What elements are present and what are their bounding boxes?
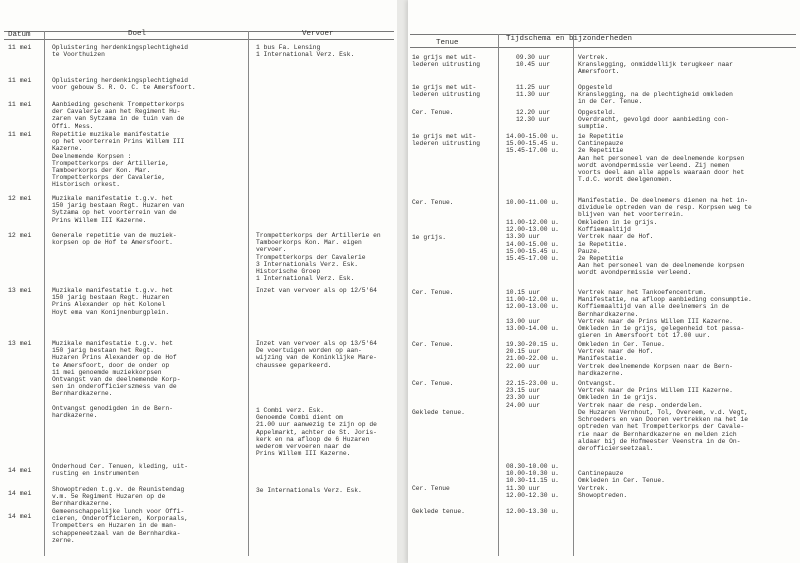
row-purpose: Ontvangst genodigden in de Bern- hardkazerne. xyxy=(52,405,173,420)
row-tenue: Cer. Tenue. xyxy=(412,289,454,296)
row-date: 14 mei xyxy=(8,490,32,497)
row-purpose: Aanbieding geschenk Trompetterkorps der Cavalerie aan het Regiment Hu- zaren van Sytzama in de tuin van de Offi. Mess. xyxy=(52,101,185,130)
row-tenue: 1e grijs met wit- lederen uitrusting xyxy=(412,84,481,99)
row-time: 10.00-11.00 u. xyxy=(506,199,559,206)
row-time: 08.30-10.00 u. 10.00-10.30 u. 10.30-11.15 u. xyxy=(506,463,559,485)
column-divider-tijd xyxy=(498,34,499,556)
row-tenue: Cer. Tenue xyxy=(412,485,450,492)
header-tenue: Tenue xyxy=(436,39,459,47)
row-purpose: Gemeenschappelijke lunch voor Offi- cieren, Onderofficieren, Korporaals, Trompetters en Huzaren in de man- schappeneetzaal van de Bernhardka- zerne. xyxy=(52,508,189,544)
row-details: Opgesteld Kranslegging, na de plechtigheid omkleden in de Cer. Tenue. xyxy=(578,84,733,106)
right-page xyxy=(408,0,800,563)
row-date: 11 mei xyxy=(8,44,32,51)
row-tenue: 1e grijs met wit- lederen uitrusting xyxy=(412,54,481,69)
row-date: 13 mei xyxy=(8,287,32,294)
row-transport: Inzet van vervoer als op 12/5'64 xyxy=(256,287,377,294)
row-tenue: Cer. Tenue. xyxy=(412,341,454,348)
row-date: 11 mei xyxy=(8,131,32,138)
row-time: 12.20 uur 12.30 uur xyxy=(516,109,551,124)
row-purpose: Muzikale manifestatie t.g.v. het 150 jarig bestaan Regt. Huzaren van Sytzama op het voorterrein van de Prins Willem III Kazerne. xyxy=(52,195,185,224)
row-details: Ontvangst. Vertrek naar de Prins Willem III Kazerne. Omkleden in 1e grijs. Vertrek naar de resp. onderdelen. xyxy=(578,380,733,409)
row-purpose: Generale repetitie van de muziek- korpsen op de Hof te Amersfoort. xyxy=(52,232,177,247)
row-tenue: Cer. Tenue. xyxy=(412,199,454,206)
row-details: Vertrek naar het Tankoefencentrum. Manifestatie, na afloop aanbieding consumptie. Koffiemaaltijd van alle deelnemers in de Bernhardkazerne. Vertrek naar de Prins Willem III Kazerne. Omkleden in 1e grijs, gelegenheid tot passa- gieren in Amersfoort tot 17.00 uur. xyxy=(578,289,752,340)
row-transport: Trompetterkorps der Artillerie en Tamboerkorps Kon. Mar. eigen vervoer. Trompetterkorps der Cavalerie 3 Internationals Verz. Esk. Historische Groep 1 International Verz. Esk. xyxy=(256,232,381,283)
row-purpose: Showoptreden t.g.v. de Reunistendag v.m. 5e Regiment Huzaren op de Bernhardkazerne. xyxy=(52,486,185,508)
row-date: 12 mei xyxy=(8,195,32,202)
row-time: 19.30-20.15 u. 20.15 uur 21.00-22.00 u. 22.00 uur xyxy=(506,341,559,370)
column-divider-datum xyxy=(44,31,45,556)
row-details: Cantinepauze Omkleden in Cer. Tenue. xyxy=(578,470,665,485)
row-tenue: Geklede tenue. xyxy=(412,409,465,416)
row-details: Vertrek. Kranslegging, onmiddellijk terugkeer naar Amersfoort. xyxy=(578,54,733,76)
row-tenue: Geklede tenue. xyxy=(412,508,465,515)
header-bottom-rule xyxy=(410,47,796,48)
book-gutter xyxy=(397,0,408,563)
row-transport: Inzet van vervoer als op 13/5'64 De voertuigen worden op aan- wijzing van de Koninklijke Mare- chaussee geparkeerd. xyxy=(256,340,377,369)
row-tenue: Cer. Tenue. xyxy=(412,380,454,387)
row-details: Omkleden in Cer. Tenue. Vertrek naar de Hof. Manifestatie. Vertrek deelnemende Korpsen naar de Bern- hardkazerne. xyxy=(578,341,733,377)
row-time: 11.25 uur 11.30 uur xyxy=(516,84,551,99)
row-time: 09.30 uur 10.45 uur xyxy=(516,54,551,69)
row-purpose: Onderhoud Cer. Tenuen, kleding, uit- rusting en instrumenten xyxy=(52,463,189,478)
row-purpose: Repetitie muzikale manifestatie op het voorterrein Prins Willem III Kazerne. Deelnemende Korpsen : Trompetterkorps der Artillerie, Tamboerkorps der Kon. Mar. Trompetterkorps der Cavalerie, Historisch orkest. xyxy=(52,131,185,189)
row-date: 14 mei xyxy=(8,467,32,474)
row-tenue: 1e grijs. xyxy=(412,234,447,241)
row-time: 12.00-13.30 u. xyxy=(506,508,559,515)
row-details: 1e Repetitie Cantinepauze 2e Repetitie Aan het personeel van de deelnemende korpsen wordt avondpermissie verleend. Zij nemen voorts deel aan alle appels waaraan door het T.d.C. wordt deelgenomen. xyxy=(578,133,745,184)
row-purpose: Opluistering herdenkingsplechtigheid te Voorthuizen xyxy=(52,44,189,59)
row-purpose: Muzikale manifestatie t.g.v. het 150 jarig bestaan het Regt. Huzaren Prins Alexander op de Hof te Amersfoort, door de onder op 11 mei genoemde muziekkorpsen Ontvangst van de deelnemende Korp- sen in onderofficierszmess van de Bernhardkazerne. xyxy=(52,340,181,398)
row-tenue: Cer. Tenue. xyxy=(412,109,454,116)
row-transport: 1 Combi verz. Esk. Genoemde Combi dient om 21.00 uur aanwezig te zijn op de Appelmarkt, achter de St. Joris- kerk en na afloop de 6 Huzaren wederom vervoeren naar de Prins Willem III Kazerne. xyxy=(256,407,377,458)
row-date: 14 mei xyxy=(8,513,32,520)
row-tenue: 1e grijs met wit- lederen uitrusting xyxy=(412,133,481,148)
row-time: 11.00-12.00 u. 12.00-13.00 u. 13.30 uur 14.00-15.00 u. 15.00-15.45 u. 15.45-17.00 u. xyxy=(506,219,559,263)
row-details: Manifestatie. De deelnemers dienen na het in- dividuele optreden van de resp. Korpsen weg te blijven van het voorterrein. xyxy=(578,197,752,219)
row-date: 13 mei xyxy=(8,340,32,347)
row-date: 11 mei xyxy=(8,77,32,84)
row-time: 11.30 uur 12.00-12.30 u. xyxy=(506,485,559,500)
row-purpose: Muzikale manifestatie t.g.v. het 150 jarig bestaan Regt. Huzaren Prins Alexander op het Kolonel Hoyt ema van Konijnenburgplein. xyxy=(52,287,173,316)
header-top-rule xyxy=(4,31,394,32)
column-divider-vervoer xyxy=(248,31,249,556)
row-purpose: Opluistering herdenkingsplechtigheid voor gebouw S. R. O. C. te Amersfoort. xyxy=(52,77,196,92)
row-details: Opgesteld. Overdracht, gevolgd door aanbieding con- sumptie. xyxy=(578,109,730,131)
row-time: 10.15 uur 11.00-12.00 u. 12.00-13.00 u. 13.00 uur 13.00-14.00 u. xyxy=(506,289,559,333)
row-date: 12 mei xyxy=(8,232,32,239)
column-divider-bijz xyxy=(573,34,574,556)
row-details: Vertrek. Showoptreden. xyxy=(578,485,628,500)
header-vervoer: Vervoer xyxy=(302,30,334,38)
header-doel: Doel xyxy=(128,30,147,38)
row-time: 14.00-15.00 u. 15.00-15.45 u. 15.45-17.00 u. xyxy=(506,133,559,155)
row-date: 11 mei xyxy=(8,101,32,108)
header-datum: Datum xyxy=(8,31,31,39)
row-transport: 1 bus Fa. Lensing 1 International Verz. Esk. xyxy=(256,44,355,59)
row-details: De Huzaren Vernhout, Tol, Overeem, v.d. Vegt, Schroeders en van Dooren vertrekken na het 1e optreden van het Trompetterkorps der Cavale- rie naar de Bernhardkazerne en melden zich aldaar bij de Hofmeester Veenstra in de On- derofficierseetzaal. xyxy=(578,409,749,453)
row-transport: 3e Internationals Verz. Esk. xyxy=(256,487,362,494)
row-time: 22.15-23.00 u. 23.15 uur 23.30 uur 24.00 uur xyxy=(506,380,559,409)
row-details: Omkleden in 1e grijs. Koffiemaaltijd Vertrek naar de Hof. 1e Repetitie. Pauze. 2e Repetitie Aan het personeel van de deelnemende korpsen wordt avondpermissie verleend. xyxy=(578,219,745,277)
header-bottom-rule xyxy=(4,39,394,40)
header-tijdschema: Tijdschema en bijzonderheden xyxy=(506,35,633,43)
left-page xyxy=(0,0,397,563)
